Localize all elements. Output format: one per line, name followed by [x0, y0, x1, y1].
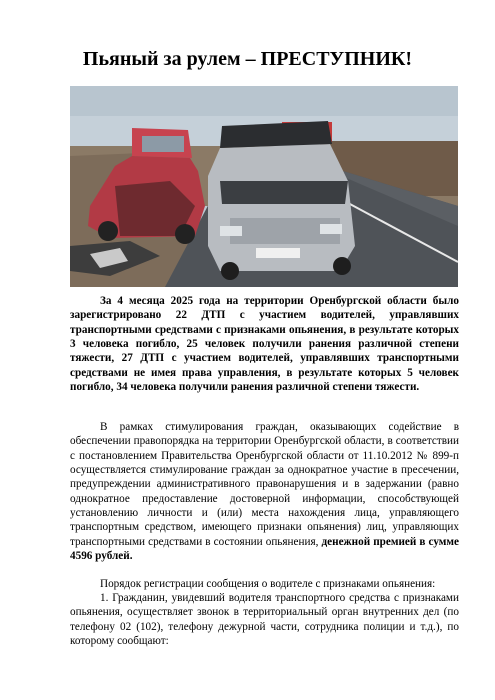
crash-scene-photo — [70, 86, 458, 287]
paragraph-text — [70, 420, 459, 563]
procedure-heading — [70, 577, 459, 591]
paragraph-text: За 4 месяца 2025 года на территории Оренбургской области было зарегистрировано 22 ДТП с участием водителей, управлявших транспортными средствами с признаками опьянения, в результате которых 3 человека погибло, 25 человек получили ранения различной степени тяжести, 27 ДТП с участием водителей, управлявших транспортными средствами не имея права управления, в результате которых 5 человек погибло, 34 человека получили ранения различной степени тяжести. — [70, 295, 459, 394]
document-title: Пьяный за рулем – ПРЕСТУПНИК! — [82, 48, 413, 70]
paragraph-text: 1. Гражданин, увидевший водителя транспортного средства с признаками опьянения, осуществляет звонок в территориальный орган внутренних дел (по телефону 02 (102), телефону дежурной части, сотрудника полиции и т.д.), по которому сообщают: — [70, 592, 459, 648]
statistics-paragraph — [70, 294, 459, 394]
paragraph-text: Порядок регистрации сообщения о водителе с признаками опьянения: — [100, 578, 436, 590]
procedure-step-1 — [70, 591, 459, 648]
reward-text: В рамках стимулирования граждан, оказывающих содействие в обеспечении правопорядка на территории Оренбургской области, в соответствии с постановлением Правительства Оренбургской области от 11.10.2012 № 899-п осуществляется стимулирование граждан за однократное участие в пресечении, предупреждении административного правонарушения и в задержании (равно однократное предоставление достоверной информации, способствующей установлению личности и (или) места нахождения лица, управляющего транспортным средством, имеющего признаки опьянения) лиц, управляющих транспортными средствами в состоянии опьянения, — [70, 421, 459, 548]
reward-amount: денежной премией в сумме 4596 рублей. — [70, 535, 459, 563]
reward-paragraph — [70, 420, 459, 563]
